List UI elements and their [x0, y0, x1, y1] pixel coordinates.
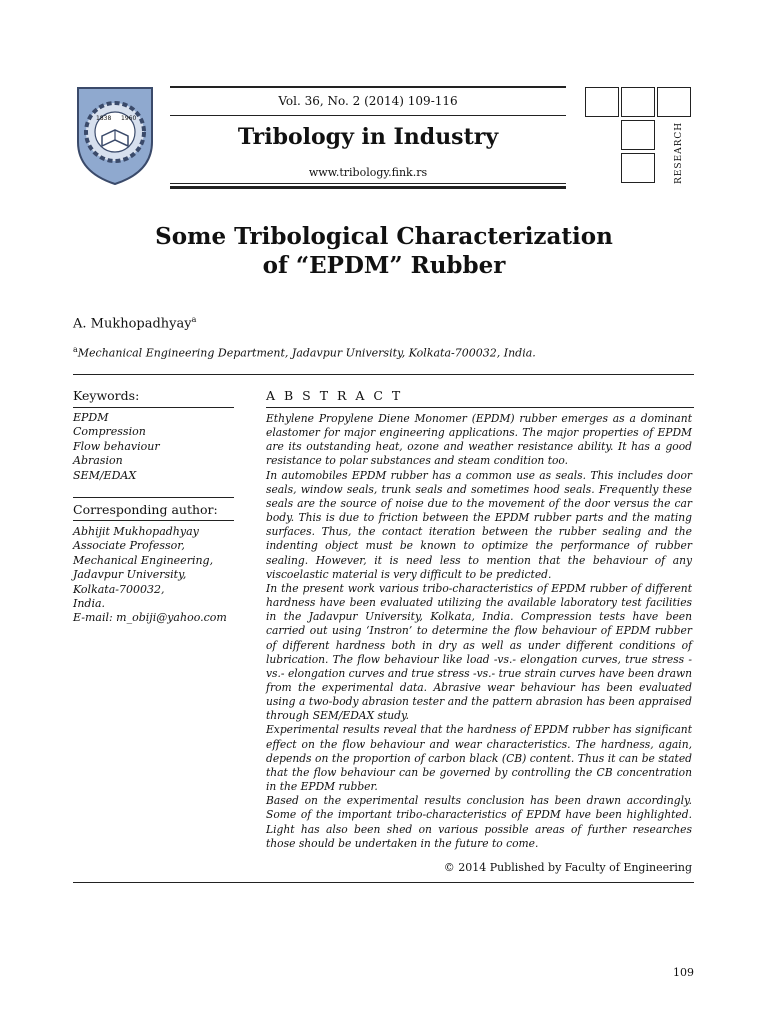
author-name-text: A. Mukhopadhyay: [73, 316, 192, 332]
journal-title: Tribology in Industry: [237, 124, 499, 150]
paper-title-line: of “EPDM” Rubber: [262, 252, 506, 279]
footer-divider: [73, 882, 694, 883]
corresponding-line: Jadavpur University,: [73, 568, 187, 582]
journal-url: www.tribology.fink.rs: [308, 166, 428, 179]
author-name: [73, 315, 196, 331]
corresponding-line: Mechanical Engineering,: [73, 553, 214, 567]
affiliation: [73, 345, 536, 360]
header-bottom-rule-thin: [170, 183, 566, 184]
paper-title: [60, 222, 708, 280]
corresponding-email[interactable]: E-mail: m_obiji@yahoo.com: [73, 611, 227, 625]
corresponding-line: India.: [73, 597, 106, 611]
abstract-paragraph: Based on the experimental results conclusion has been drawn accordingly. Some of the important tribo-characteristics of EPDM have been highlighted. Light has also been shed on various possible areas of further researches those should be undertaken in the future to come.: [266, 794, 692, 850]
keywords-bottom-rule: [73, 497, 234, 498]
abstract-paragraph: In the present work various tribo-characteristics of EPDM rubber of different hardness have been evaluated utilizing the available laboratory test facilities in the Jadavpur University, Kolkata, India. Compression tests have been carried out using ‘Instron’ to determine the flow behaviour of EPDM rubber of different hardness both in dry as well as under different conditions of lubrication. The flow behaviour like load -vs.- elongation curves, true stress -vs.- elongation curves and true stress -vs.- true strain curves have been drawn from the experimental data. Abrasive wear behaviour has been evaluated using a two-body abrasion tester and the pattern abrasion has been appraised through SEM/EDAX study.: [266, 581, 692, 723]
keyword-item: SEM/EDAX: [73, 468, 137, 482]
corresponding-heading: Corresponding author:: [73, 502, 218, 517]
abstract-heading: A B S T R A C T: [266, 388, 403, 403]
header-thin-rule: [170, 115, 566, 116]
abstract-paragraph: In automobiles EPDM rubber has a common use as seals. This includes door seals, window seals, trunk seals and sometimes hood seals. Frequently these seals are the source of noise due to the movement of the door versus the car body. This is due to friction between the EPDM rubber parts and the mating surfaces. Thus, the contact iteration between the rubber sealing and the indenting object must be known to optimize the performance of rubber sealing. However, it is need less to mention that the behaviour of any viscoelastic material is very difficult to be predicted.: [266, 468, 692, 581]
corresponding-rule: [73, 520, 234, 521]
header-top-rule: [170, 86, 566, 88]
section-divider: [73, 374, 694, 375]
keywords-heading: Keywords:: [73, 388, 140, 403]
keyword-item: Abrasion: [73, 454, 123, 468]
page-number: 109: [673, 966, 694, 979]
volume-info: Vol. 36, No. 2 (2014) 109-116: [278, 94, 458, 108]
affiliation-text: Mechanical Engineering Department, Jadavpur University, Kolkata-700032, India.: [77, 346, 536, 360]
corresponding-details: [73, 525, 227, 626]
header-box: [621, 87, 655, 117]
corresponding-line: Kolkata-700032,: [73, 582, 165, 596]
copyright-notice: © 2014 Published by Faculty of Engineering: [443, 861, 692, 874]
section-label-text: RESEARCH: [674, 121, 684, 184]
keywords-list: [73, 411, 160, 483]
affiliation-mark: a: [73, 345, 78, 354]
paper-title-line: Some Tribological Characterization: [155, 223, 613, 250]
section-label: [672, 121, 688, 186]
abstract-paragraph: Experimental results reveal that the hardness of EPDM rubber has significant effect on the flow behaviour and wear characteristics. The hardness, again, depends on the proportion of carbon black (CB) content. Thus it can be stated that the flow behaviour can be governed by controlling the CB concentration in the EPDM rubber.: [266, 723, 692, 794]
corresponding-line: Abhijit Mukhopadhyay: [73, 525, 199, 538]
header-bottom-rule-thick: [170, 186, 566, 189]
abstract-body: [266, 412, 692, 851]
abstract-rule: [266, 407, 694, 408]
header-box: [621, 153, 655, 183]
keyword-item: Compression: [73, 425, 146, 439]
keywords-rule: [73, 407, 234, 408]
keyword-item: EPDM: [73, 411, 109, 424]
logo-year-left: 1838: [96, 115, 112, 122]
header-box: [585, 87, 619, 117]
author-mark: a: [191, 315, 197, 324]
keyword-item: Flow behaviour: [73, 439, 160, 453]
corresponding-line: Associate Professor,: [73, 539, 185, 553]
abstract-paragraph: Ethylene Propylene Diene Monomer (EPDM) rubber emerges as a dominant elastomer for major engineering applications. The major properties of EPDM are its outstanding heat, ozone and weather resistance ability. It has a good resistance to polar substances and steam condition too.: [266, 412, 692, 468]
header-box: [657, 87, 691, 117]
logo-year-right: 1960: [121, 115, 137, 122]
header-box: [621, 120, 655, 150]
university-crest-logo: [74, 84, 156, 186]
